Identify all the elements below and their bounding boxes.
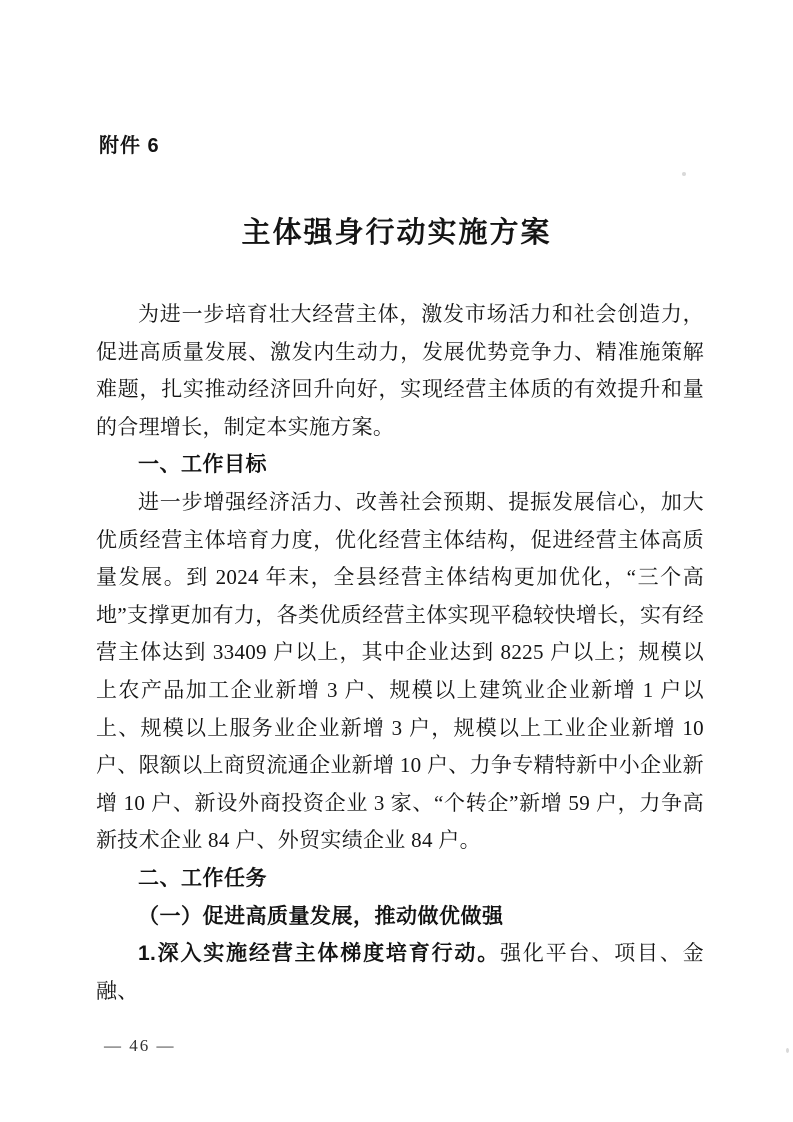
- attachment-label: 附件 6: [99, 135, 160, 157]
- paragraph-task-1: [96, 935, 704, 1010]
- heading-subsection-quality-development: （一）促进高质量发展，推动做优做强: [138, 904, 504, 928]
- task-1-bold-lead: 1.深入实施经营主体梯度培育行动。: [138, 942, 501, 966]
- task-1-text: 强化平台、项目、金融、: [96, 941, 704, 1003]
- document-title: 主体强身行动实施方案: [241, 217, 552, 249]
- document-body: [96, 296, 704, 1010]
- heading-work-tasks: 二、工作任务: [138, 866, 267, 890]
- paragraph-intro: 为进一步培育壮大经营主体，激发市场活力和社会创造力，促进高质量发展、激发内生动力，发展优势竞争力、精准施策解难题，扎实推动经济回升向好，实现经营主体质的有效提升和量的合理增长，制定本实施方案。: [96, 302, 704, 439]
- page-number: — 46 —: [104, 1036, 176, 1055]
- heading-work-goals: 一、工作目标: [138, 453, 267, 477]
- scan-artifact: [786, 1048, 789, 1053]
- paragraph-goals-detail: 进一步增强经济活力、改善社会预期、提振发展信心，加大优质经营主体培育力度，优化经营主体结构，促进经营主体高质量发展。到 2024 年末，全县经营主体结构更加优化，“三个高地”支撑更加有力，各类优质经营主体实现平稳较快增长，实有经营主体达到 33409 户以上，其中企业达到 8225 户以上；规模以上农产品加工企业新增 3 户、规模以上建筑业企业新增 1 户以上、规模以上服务业企业新增 3 户，规模以上工业企业新增 10 户、限额以上商贸流通企业新增 10 户、力争专精特新中小企业新增 10 户、新设外商投资企业 3 家、“个转企”新增 59 户，力争高新技术企业 84 户、外贸实绩企业 84 户。: [96, 489, 704, 853]
- scan-artifact: [682, 172, 686, 176]
